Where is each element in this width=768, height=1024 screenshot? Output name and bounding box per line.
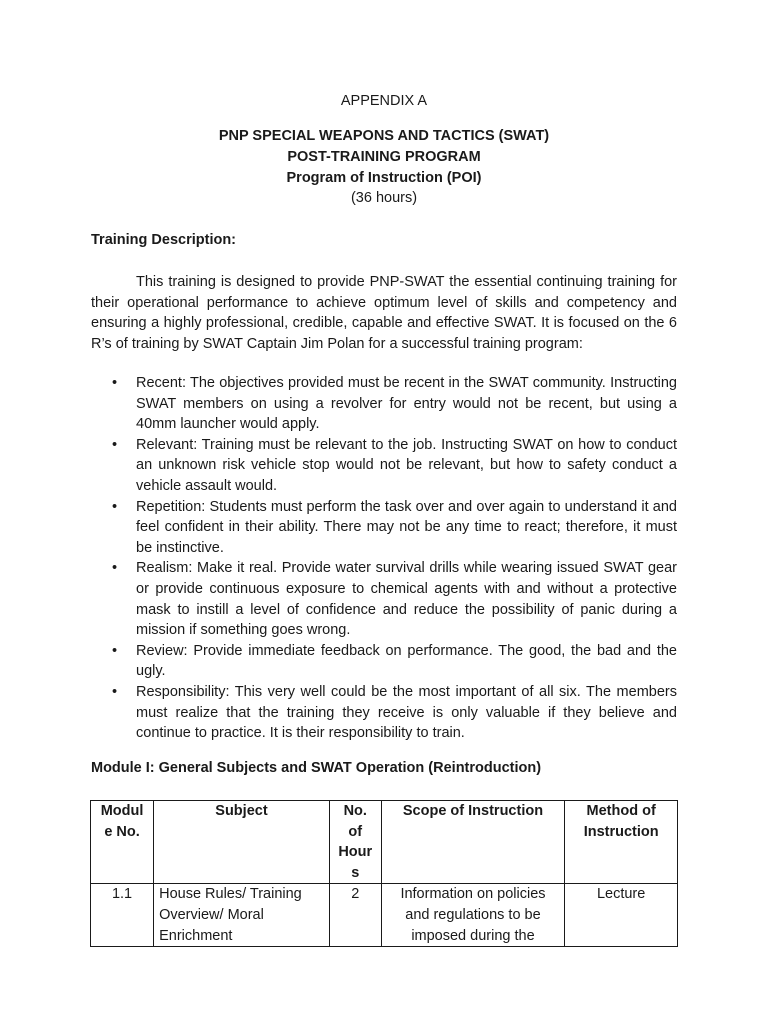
column-header-hours: No. of Hour s bbox=[329, 801, 381, 884]
list-item-text: Realism: Make it real. Provide water survival drills while wearing issued SWAT gear or provide continuous exposure to chemical agents with and without a protective mask to instill a level of confidence and reduce the possibility of panic during a mission if something goes wrong. bbox=[136, 560, 677, 639]
bullet-icon: • bbox=[112, 436, 118, 453]
six-rs-list bbox=[91, 373, 677, 744]
cell-subject: House Rules/ Training Overview/ Moral Enrichment bbox=[154, 884, 330, 947]
list-item bbox=[91, 373, 677, 435]
list-item bbox=[91, 641, 677, 682]
bullet-icon: • bbox=[112, 560, 118, 577]
bullet-icon: • bbox=[112, 375, 118, 391]
intro-paragraph: This training is designed to provide PNP-SWAT the essential continuing training for their operational performance to achieve optimum level of skills and competency and ensuring a highly professional, credible, capable and effective SWAT. It is focused on the 6 R’s of training by SWAT Captain Jim Polan for a successful training program: bbox=[91, 274, 677, 352]
document-title-line1: PNP SPECIAL WEAPONS AND TACTICS (SWAT) bbox=[218, 128, 550, 144]
bullet-icon: • bbox=[112, 498, 118, 515]
cell-scope: Information on policies and regulations to be imposed during the bbox=[381, 884, 565, 947]
list-item bbox=[91, 558, 677, 640]
training-description-heading: Training Description: bbox=[91, 232, 237, 248]
document-title-line2: POST-TRAINING PROGRAM bbox=[287, 149, 481, 165]
column-header-method: Method of Instruction bbox=[565, 801, 678, 884]
column-header-module-no: Modul e No. bbox=[91, 801, 154, 884]
program-of-instruction-table bbox=[90, 800, 678, 947]
bullet-icon: • bbox=[112, 683, 118, 700]
list-item bbox=[91, 435, 677, 497]
column-header-subject: Subject bbox=[154, 801, 330, 884]
duration-label: (36 hours) bbox=[350, 190, 418, 206]
document-title-line3: Program of Instruction (POI) bbox=[286, 170, 482, 186]
list-item-text: Repetition: Students must perform the task over and over again to understand it and feel confident in their ability. There may not be any time to react; therefore, it must be instinctive. bbox=[136, 498, 677, 556]
list-item-text: Responsibility: This very well could be the most important of all six. The members must realize that the training they receive is only valuable if they believe and continue to practice. It is their responsibility to train. bbox=[136, 683, 677, 742]
list-item bbox=[91, 682, 677, 744]
table-row bbox=[91, 884, 678, 947]
cell-hours: 2 bbox=[329, 884, 381, 947]
cell-method: Lecture bbox=[565, 884, 678, 947]
list-item-text: Recent: The objectives provided must be recent in the SWAT community. Instructing SWAT members on using a revolver for entry would not be recent, but using a 40mm launcher would apply. bbox=[136, 375, 677, 433]
module-heading: Module I: General Subjects and SWAT Operation (Reintroduction) bbox=[91, 760, 542, 776]
column-header-scope: Scope of Instruction bbox=[381, 801, 565, 884]
appendix-label: APPENDIX A bbox=[340, 93, 428, 109]
cell-module-no: 1.1 bbox=[91, 884, 154, 947]
bullet-icon: • bbox=[112, 642, 118, 659]
list-item-text: Review: Provide immediate feedback on performance. The good, the bad and the ugly. bbox=[136, 642, 677, 680]
list-item bbox=[91, 497, 677, 559]
table-header-row bbox=[91, 801, 678, 884]
list-item-text: Relevant: Training must be relevant to the job. Instructing SWAT on how to conduct an unknown risk vehicle stop would not be relevant, but how to safety conduct a vehicle assault would. bbox=[136, 436, 677, 494]
